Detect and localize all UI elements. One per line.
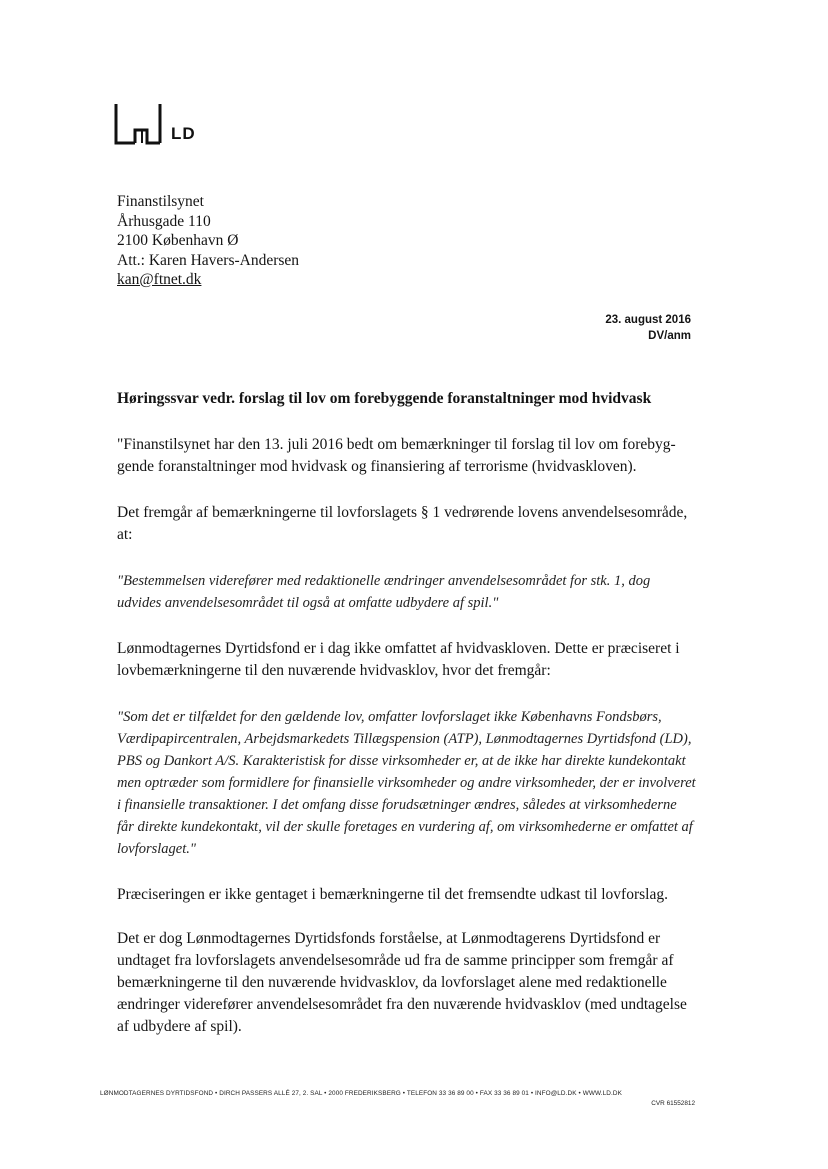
- recipient-email-link[interactable]: kan@ftnet.dk: [117, 271, 202, 288]
- recipient-line: Finanstilsynet: [117, 193, 204, 210]
- body-paragraph: Det er dog Lønmodtagernes Dyrtidsfonds forståelse, at Lønmodtagerens Dyrtidsfond er undtaget fra lovforslagets anvendelsesområde ud fra de samme principper som fremgår af bemærkningerne til den nuværende hvidvasklov, da lovforslaget alene med redaktionelle ændringer viderefører anvendelsesområdet fra den nuværende hvidvasklov (med undtagelse af udbydere af spil).: [117, 930, 687, 1035]
- letter-body: [117, 434, 697, 1062]
- recipient-address: [117, 192, 299, 290]
- footer-cvr: CVR 61552812: [651, 1100, 695, 1107]
- letter-footer: LØNMODTAGERNES DYRTIDSFOND • DIRCH PASSERS ALLÉ 27, 2. SAL • 2000 FREDERIKSBERG • TELEFON 33 36 89 00 • FAX 33 36 89 01 • INFO@LD.DK • WWW.LD.DK: [100, 1090, 622, 1097]
- letter-reference: DV/anm: [648, 330, 691, 342]
- body-quote: "Bestemmelsen viderefører med redaktionelle ændringer anvendelsesområdet for stk. 1, dog udvides anvendelsesområdet til også at omfatte udbydere af spil.": [117, 573, 651, 611]
- letter-subject: Høringssvar vedr. forslag til lov om forebyggende foranstaltninger mod hvidvask: [117, 390, 652, 407]
- body-paragraph: Det fremgår af bemærkningerne til lovforslagets § 1 vedrørende lovens anvendelsesområde, at:: [117, 504, 688, 543]
- letter-date: 23. august 2016: [605, 314, 691, 326]
- logo-text: LD: [171, 124, 196, 143]
- body-paragraph: "Finanstilsynet har den 13. juli 2016 bedt om bemærkninger til forslag til lov om forebyg-gende foranstaltninger mod hvidvask og finansiering af terrorisme (hvidvaskloven).: [117, 436, 676, 475]
- body-paragraph: Lønmodtagernes Dyrtidsfond er i dag ikke omfattet af hvidvaskloven. Dette er præciseret i lovbemærkningerne til den nuværende hvidvasklov, hvor det fremgår:: [117, 640, 680, 679]
- body-quote: "Som det er tilfældet for den gældende lov, omfatter lovforslaget ikke Københavns Fondsbørs, Værdipapircentralen, Arbejdsmarkedets Tillægspension (ATP), Lønmodtagernes Dyrtidsfond (LD), PBS og Dankort A/S. Karakteristisk for disse virksomheder er, at de ikke har direkte kundekontakt men optræder som formidlere for finansielle virksomheder og andre virksomheder, der er involveret i finansielle transaktioner. I det omfang disse forudsætninger ændres, således at virksomhederne får direkte kundekontakt, vil der skulle foretages en vurdering af, om virksomhederne er omfattet af lovforslaget.": [117, 709, 696, 857]
- ld-logo: [113, 100, 196, 146]
- recipient-line: Århusgade 110: [117, 212, 211, 230]
- body-paragraph: Præciseringen er ikke gentaget i bemærkningerne til det fremsendte udkast til lovforslag.: [117, 886, 668, 903]
- ld-logo-mark-icon: [113, 102, 163, 146]
- recipient-line: 2100 København Ø: [117, 232, 239, 249]
- recipient-line: Att.: Karen Havers-Andersen: [117, 251, 300, 269]
- date-block: [605, 312, 691, 344]
